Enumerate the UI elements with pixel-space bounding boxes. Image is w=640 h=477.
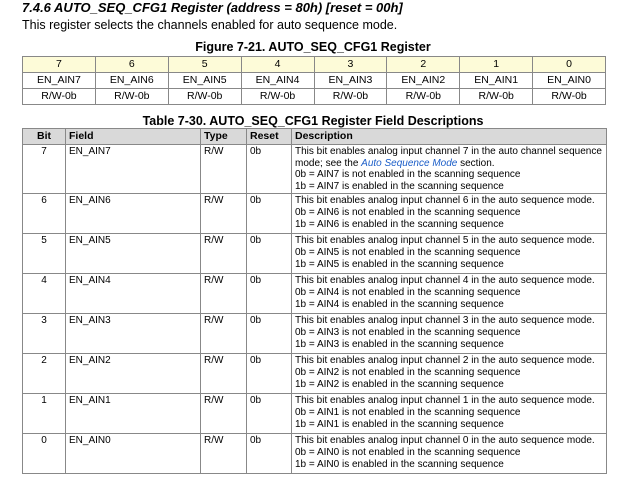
table-header-row (23, 129, 607, 145)
cell-type: R/W (201, 354, 247, 394)
cell-bit: 6 (23, 194, 66, 234)
register-name-row (23, 73, 606, 89)
bit-number: 2 (387, 57, 460, 73)
figure-caption: Figure 7-21. AUTO_SEQ_CFG1 Register (195, 40, 431, 54)
description-text: section. (457, 157, 495, 169)
description-line: This bit enables analog input channel 6 in the auto sequence mode. (295, 195, 595, 207)
description-line: This bit enables analog input channel 2 in the auto sequence mode. (295, 355, 595, 367)
cell-type: R/W (201, 314, 247, 354)
description-line: 1b = AIN6 is enabled in the scanning sequence (295, 218, 504, 230)
cell-field: EN_AIN1 (66, 394, 201, 434)
bit-access: R/W-0b (168, 89, 241, 105)
description-line: 1b = AIN5 is enabled in the scanning sequence (295, 258, 504, 270)
table-row (23, 314, 607, 354)
description-line (295, 158, 603, 170)
bit-number: 6 (95, 57, 168, 73)
cell-type: R/W (201, 145, 247, 194)
bit-field-name: EN_AIN6 (95, 73, 168, 89)
cell-reset: 0b (247, 234, 292, 274)
cell-description (292, 234, 607, 274)
table-row (23, 354, 607, 394)
cell-description (292, 194, 607, 234)
description-line: This bit enables analog input channel 3 in the auto sequence mode. (295, 315, 595, 327)
bit-access: R/W-0b (460, 89, 533, 105)
cell-type: R/W (201, 194, 247, 234)
description-line: This bit enables analog input channel 4 in the auto sequence mode. (295, 275, 595, 287)
cell-bit: 4 (23, 274, 66, 314)
cell-type: R/W (201, 234, 247, 274)
register-access-row (23, 89, 606, 105)
bit-access: R/W-0b (241, 89, 314, 105)
table-row (23, 434, 607, 474)
cell-field: EN_AIN0 (66, 434, 201, 474)
cell-bit: 0 (23, 434, 66, 474)
bit-access: R/W-0b (387, 89, 460, 105)
bit-number: 5 (168, 57, 241, 73)
cell-reset: 0b (247, 194, 292, 234)
cell-field: EN_AIN2 (66, 354, 201, 394)
cell-reset: 0b (247, 145, 292, 194)
bit-number: 7 (23, 57, 96, 73)
cell-type: R/W (201, 274, 247, 314)
description-text: mode; see the (295, 157, 362, 169)
cell-type: R/W (201, 394, 247, 434)
field-description-table (22, 128, 607, 474)
cell-reset: 0b (247, 314, 292, 354)
bit-number: 1 (460, 57, 533, 73)
description-line: 1b = AIN7 is enabled in the scanning sequence (295, 180, 504, 192)
cell-description (292, 314, 607, 354)
cell-description (292, 434, 607, 474)
bit-number: 0 (533, 57, 606, 73)
bit-field-name: EN_AIN5 (168, 73, 241, 89)
bit-number: 3 (314, 57, 387, 73)
bit-number: 4 (241, 57, 314, 73)
description-line: This bit enables analog input channel 0 in the auto sequence mode. (295, 435, 595, 447)
description-line: 1b = AIN1 is enabled in the scanning sequence (295, 418, 504, 430)
bit-access: R/W-0b (95, 89, 168, 105)
bit-field-name: EN_AIN4 (241, 73, 314, 89)
column-header-description: Description (292, 129, 607, 145)
table-row (23, 234, 607, 274)
column-header-field: Field (66, 129, 201, 145)
section-title: 7.4.6 AUTO_SEQ_CFG1 Register (address = 80h) [reset = 00h] (22, 0, 403, 15)
cell-field: EN_AIN3 (66, 314, 201, 354)
cell-description (292, 394, 607, 434)
cell-bit: 7 (23, 145, 66, 194)
cell-type: R/W (201, 434, 247, 474)
cell-reset: 0b (247, 274, 292, 314)
cell-reset: 0b (247, 394, 292, 434)
cell-bit: 5 (23, 234, 66, 274)
column-header-type: Type (201, 129, 247, 145)
description-line: 0b = AIN5 is not enabled in the scanning sequence (295, 246, 521, 258)
bit-access: R/W-0b (533, 89, 606, 105)
bit-access: R/W-0b (314, 89, 387, 105)
cell-reset: 0b (247, 434, 292, 474)
bit-field-name: EN_AIN1 (460, 73, 533, 89)
cell-reset: 0b (247, 354, 292, 394)
bit-field-name: EN_AIN7 (23, 73, 96, 89)
cell-field: EN_AIN6 (66, 194, 201, 234)
description-line: 1b = AIN3 is enabled in the scanning sequence (295, 338, 504, 350)
intro-text: This register selects the channels enabled for auto sequence mode. (22, 18, 398, 32)
register-bit-row (23, 57, 606, 73)
description-line: 0b = AIN7 is not enabled in the scanning sequence (295, 169, 521, 181)
table-row (23, 145, 607, 194)
cell-bit: 3 (23, 314, 66, 354)
cell-description (292, 354, 607, 394)
cell-bit: 2 (23, 354, 66, 394)
register-map-table (22, 56, 606, 105)
table-caption: Table 7-30. AUTO_SEQ_CFG1 Register Field Descriptions (142, 114, 484, 128)
description-line: This bit enables analog input channel 5 in the auto sequence mode. (295, 235, 595, 247)
column-header-reset: Reset (247, 129, 292, 145)
column-header-bit: Bit (23, 129, 66, 145)
description-line: This bit enables analog input channel 1 in the auto sequence mode. (295, 395, 595, 407)
bit-field-name: EN_AIN3 (314, 73, 387, 89)
description-line: 0b = AIN3 is not enabled in the scanning sequence (295, 326, 521, 338)
bit-access: R/W-0b (23, 89, 96, 105)
description-line: 0b = AIN6 is not enabled in the scanning sequence (295, 206, 521, 218)
cell-field: EN_AIN4 (66, 274, 201, 314)
description-line: 0b = AIN1 is not enabled in the scanning sequence (295, 406, 521, 418)
description-line: 1b = AIN0 is enabled in the scanning sequence (295, 458, 504, 470)
cell-description (292, 274, 607, 314)
bit-field-name: EN_AIN0 (533, 73, 606, 89)
cell-field: EN_AIN5 (66, 234, 201, 274)
description-line: 0b = AIN0 is not enabled in the scanning sequence (295, 446, 521, 458)
cell-bit: 1 (23, 394, 66, 434)
cell-field: EN_AIN7 (66, 145, 201, 194)
description-line: 0b = AIN2 is not enabled in the scanning sequence (295, 366, 521, 378)
table-row (23, 194, 607, 234)
table-row (23, 274, 607, 314)
auto-sequence-mode-link[interactable]: Auto Sequence Mode (361, 157, 458, 169)
description-line: 1b = AIN4 is enabled in the scanning sequence (295, 298, 504, 310)
cell-description (292, 145, 607, 194)
table-row (23, 394, 607, 434)
bit-field-name: EN_AIN2 (387, 73, 460, 89)
description-line: This bit enables analog input channel 7 in the auto channel sequence (295, 146, 602, 157)
description-line: 0b = AIN4 is not enabled in the scanning sequence (295, 286, 521, 298)
description-line: 1b = AIN2 is enabled in the scanning sequence (295, 378, 504, 390)
